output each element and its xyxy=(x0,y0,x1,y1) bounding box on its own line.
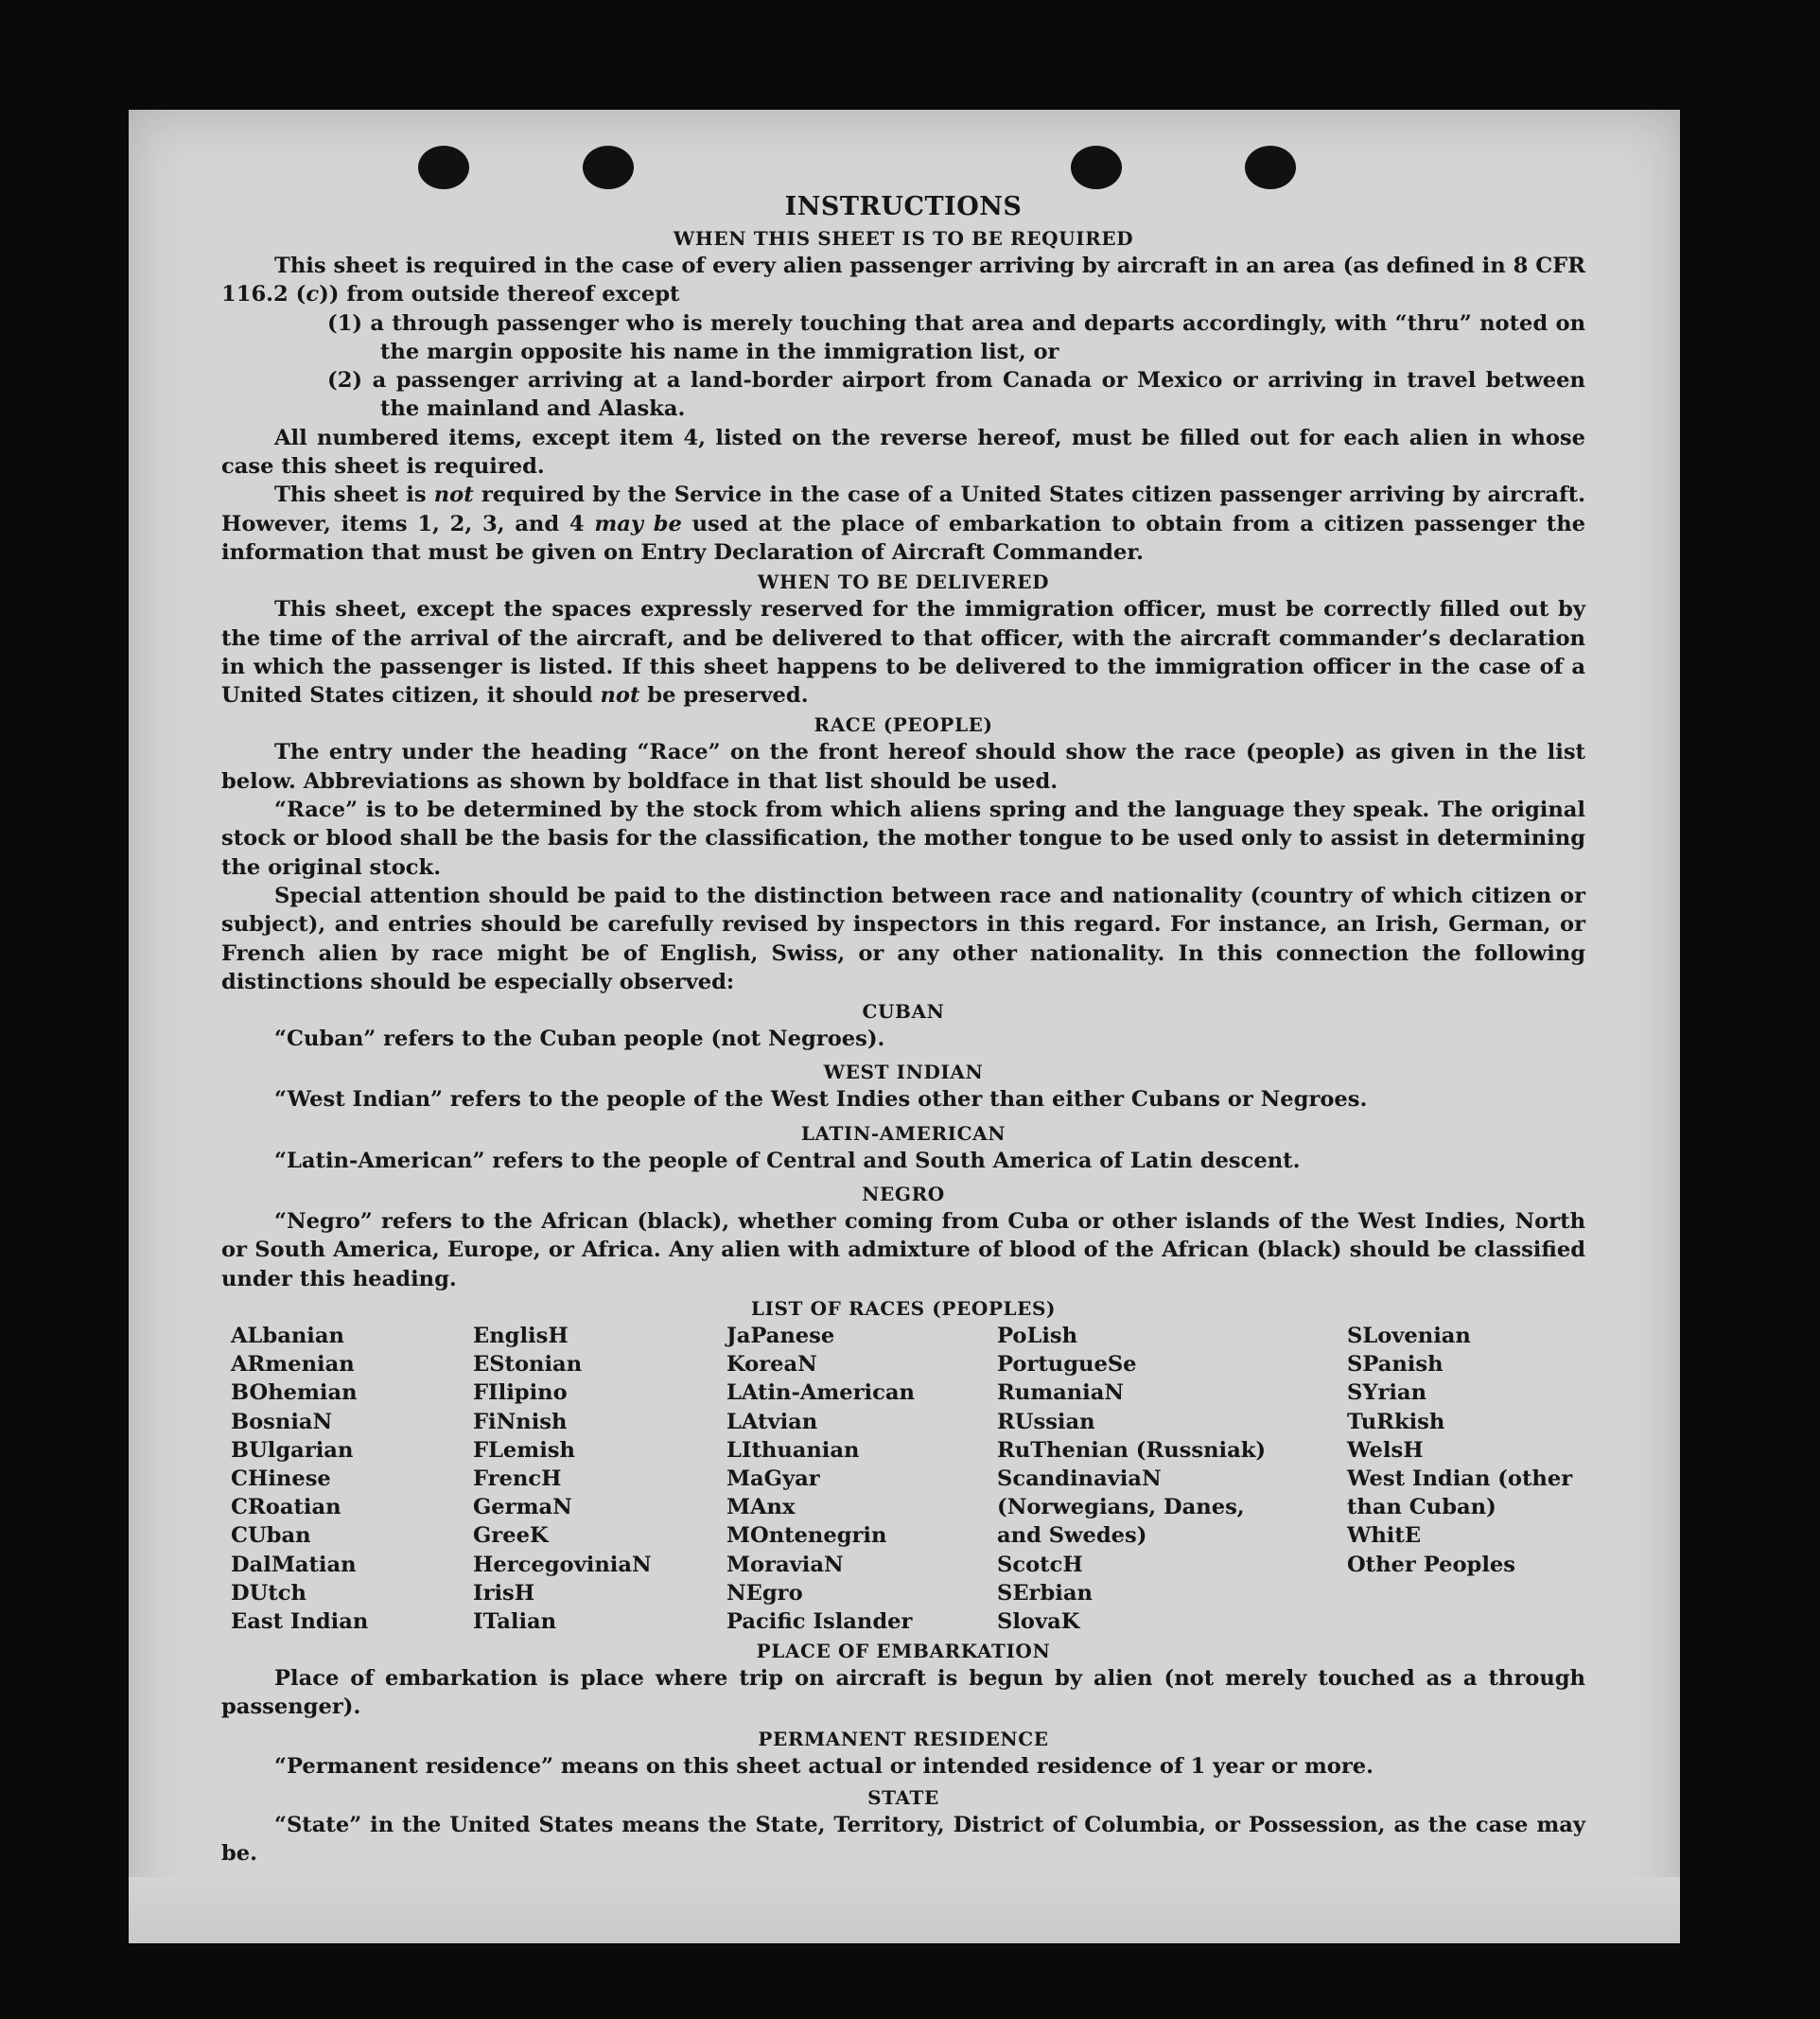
race-item: NEgro xyxy=(726,1580,803,1606)
race-item: EStonian xyxy=(473,1352,583,1378)
race-item: CRoatian xyxy=(231,1495,341,1520)
race-item: GreeK xyxy=(473,1523,549,1549)
race-item: DUtch xyxy=(231,1580,306,1606)
race-item: WhitE xyxy=(1347,1523,1422,1549)
races-list xyxy=(231,1322,1585,1636)
definition-residence: “Permanent residence” means on this sheet actual or intended residence of 1 year or more. xyxy=(274,1753,1374,1779)
paragraph-race-1: The entry under the heading “Race” on the front hereof should show the race (people) as given in the list below. Abbreviations as shown by boldface in that list should be used. xyxy=(221,740,1585,794)
definition-state: “State” in the United States means the State, Territory, District of Columbia, or Possession, as the case may be. xyxy=(221,1813,1585,1867)
section-heading-cuban: CUBAN xyxy=(862,1000,945,1024)
definition-cuban: “Cuban” refers to the Cuban people (not Negroes). xyxy=(274,1027,885,1052)
definition-embarkation: Place of embarkation is place where trip on aircraft is begun by alien (not merely touched as a through passenger). xyxy=(221,1666,1585,1720)
punch-hole xyxy=(418,146,469,189)
race-item: MaGyar xyxy=(726,1466,820,1491)
race-item: JaPanese xyxy=(726,1323,835,1348)
document-sheet xyxy=(129,110,1680,1943)
race-item: PortugueSe xyxy=(997,1352,1137,1378)
race-item: CUban xyxy=(231,1523,311,1549)
race-item: MoraviaN xyxy=(726,1552,844,1577)
paragraph-required: This sheet is required in the case of every alien passenger arriving by aircraft in an area (as defined in 8 CFR 116.2 (c)) from outside thereof except xyxy=(221,254,1585,307)
paragraph-race-2: “Race” is to be determined by the stock from which aliens spring and the language they speak. The original stock or blood shall be the basis for the classification, the mother tongue to be used only to assist in determining the original stock. xyxy=(221,798,1585,880)
race-item: BOhemian xyxy=(231,1380,358,1406)
exception-2: (2) a passenger arriving at a land-border airport from Canada or Mexico or arriving in travel between the mainland and Alaska. xyxy=(327,368,1585,422)
race-item: SYrian xyxy=(1347,1380,1426,1406)
race-item: RuThenian (Russniak) xyxy=(997,1437,1267,1463)
race-item: TuRkish xyxy=(1347,1409,1445,1434)
race-item: FIlipino xyxy=(473,1380,568,1406)
race-item: EnglisH xyxy=(473,1323,569,1348)
punch-hole xyxy=(1245,146,1296,189)
definition-latin-american: “Latin-American” refers to the people of Central and South America of Latin descent. xyxy=(274,1148,1301,1173)
race-item: RUssian xyxy=(997,1409,1095,1434)
punch-hole xyxy=(583,146,634,189)
instructions-content xyxy=(221,191,1585,1869)
section-heading-when-delivered: WHEN TO BE DELIVERED xyxy=(757,571,1050,594)
races-column-3 xyxy=(726,1322,997,1636)
punch-hole xyxy=(1071,146,1122,189)
race-item: LIthuanian xyxy=(726,1437,860,1463)
race-item: FLemish xyxy=(473,1437,575,1463)
race-item: IrisH xyxy=(473,1580,535,1606)
page-title: INSTRUCTIONS xyxy=(784,192,1023,221)
race-item: GermaN xyxy=(473,1495,572,1520)
race-item: BosniaN xyxy=(231,1409,333,1434)
section-heading-embarkation: PLACE OF EMBARKATION xyxy=(756,1640,1051,1663)
race-item: SlovaK xyxy=(997,1608,1080,1634)
race-item: Pacific Islander xyxy=(726,1608,913,1634)
race-item: LAtvian xyxy=(726,1409,818,1434)
race-item: FrencH xyxy=(473,1466,562,1491)
race-item: ScandinaviaN (Norwegians, Danes, and Swedes) xyxy=(997,1466,1245,1549)
race-item: ITalian xyxy=(473,1608,557,1634)
definition-negro: “Negro” refers to the African (black), whether coming from Cuba or other islands of the West Indies, North or South America, Europe, or Africa. Any alien with admixture of blood of the African (black) should be classified under this heading. xyxy=(221,1209,1585,1291)
definition-west-indian: “West Indian” refers to the people of the West Indies other than either Cubans or Negroes. xyxy=(274,1087,1368,1113)
race-item: SLovenian xyxy=(1347,1323,1471,1348)
exception-1: (1) a through passenger who is merely touching that area and departs accordingly, with “thru” noted on the margin opposite his name in the immigration list, or xyxy=(327,310,1585,364)
race-item: Other Peoples xyxy=(1347,1552,1515,1577)
race-item: SErbian xyxy=(997,1580,1093,1606)
race-item: LAtin-American xyxy=(726,1380,915,1406)
race-item: HercegoviniaN xyxy=(473,1552,652,1577)
paragraph-citizen: This sheet is not required by the Service in the case of a United States citizen passenger arriving by aircraft. However, items 1, 2, 3, and 4 may be used at the place of embarkation to obtain from a citizen passenger the information that must be given on Entry Declaration of Aircraft Commander. xyxy=(221,483,1586,565)
section-heading-latin-american: LATIN-AMERICAN xyxy=(800,1121,1006,1145)
race-item: PoLish xyxy=(997,1323,1078,1348)
section-heading-residence: PERMANENT RESIDENCE xyxy=(758,1727,1049,1750)
race-item: CHinese xyxy=(231,1466,331,1491)
race-item: MOntenegrin xyxy=(726,1523,887,1549)
section-heading-negro: NEGRO xyxy=(862,1183,945,1206)
section-heading-races-list: LIST OF RACES (PEOPLES) xyxy=(750,1296,1057,1320)
race-item: FiNnish xyxy=(473,1409,568,1434)
race-item: WelsH xyxy=(1347,1437,1424,1463)
races-column-4 xyxy=(997,1322,1347,1636)
race-item: DalMatian xyxy=(231,1552,357,1577)
race-item: ScotcH xyxy=(997,1552,1083,1577)
section-heading-when-required: WHEN THIS SHEET IS TO BE REQUIRED xyxy=(673,227,1134,250)
section-heading-race: RACE (PEOPLE) xyxy=(814,713,993,737)
race-item: SPanish xyxy=(1347,1352,1444,1378)
race-item: MAnx xyxy=(726,1495,796,1520)
races-column-1 xyxy=(231,1322,473,1636)
race-item: East Indian xyxy=(231,1608,369,1634)
paragraph-race-3: Special attention should be paid to the distinction between race and nationality (country of which citizen or subject), and entries should be carefully revised by inspectors in this regard. For instance, an Irish, German, or French alien by race might be of English, Swiss, or any other nationality. In this connection the following distinctions should be especially observed: xyxy=(221,883,1585,994)
section-heading-state: STATE xyxy=(867,1786,939,1810)
paragraph-numbered-items: All numbered items, except item 4, listed on the reverse hereof, must be filled out for each alien in whose case this sheet is required. xyxy=(221,425,1585,480)
race-item: West Indian (other than Cuban) xyxy=(1347,1466,1573,1520)
races-column-5 xyxy=(1347,1322,1595,1636)
race-item: ARmenian xyxy=(231,1352,355,1378)
race-item: ALbanian xyxy=(231,1323,344,1348)
race-item: KoreaN xyxy=(726,1352,817,1378)
paragraph-delivered: This sheet, except the spaces expressly reserved for the immigration officer, must be correctly filled out by the time of the arrival of the aircraft, and be delivered to that officer, with the aircraft commander’s declaration in which the passenger is listed. If this sheet happens to be delivered to the immigration officer in the case of a United States citizen, it should not be preserved. xyxy=(221,597,1585,709)
race-item: RumaniaN xyxy=(997,1380,1125,1406)
races-column-2 xyxy=(473,1322,726,1636)
section-heading-west-indian: WEST INDIAN xyxy=(823,1061,984,1084)
race-item: BUlgarian xyxy=(231,1437,354,1463)
